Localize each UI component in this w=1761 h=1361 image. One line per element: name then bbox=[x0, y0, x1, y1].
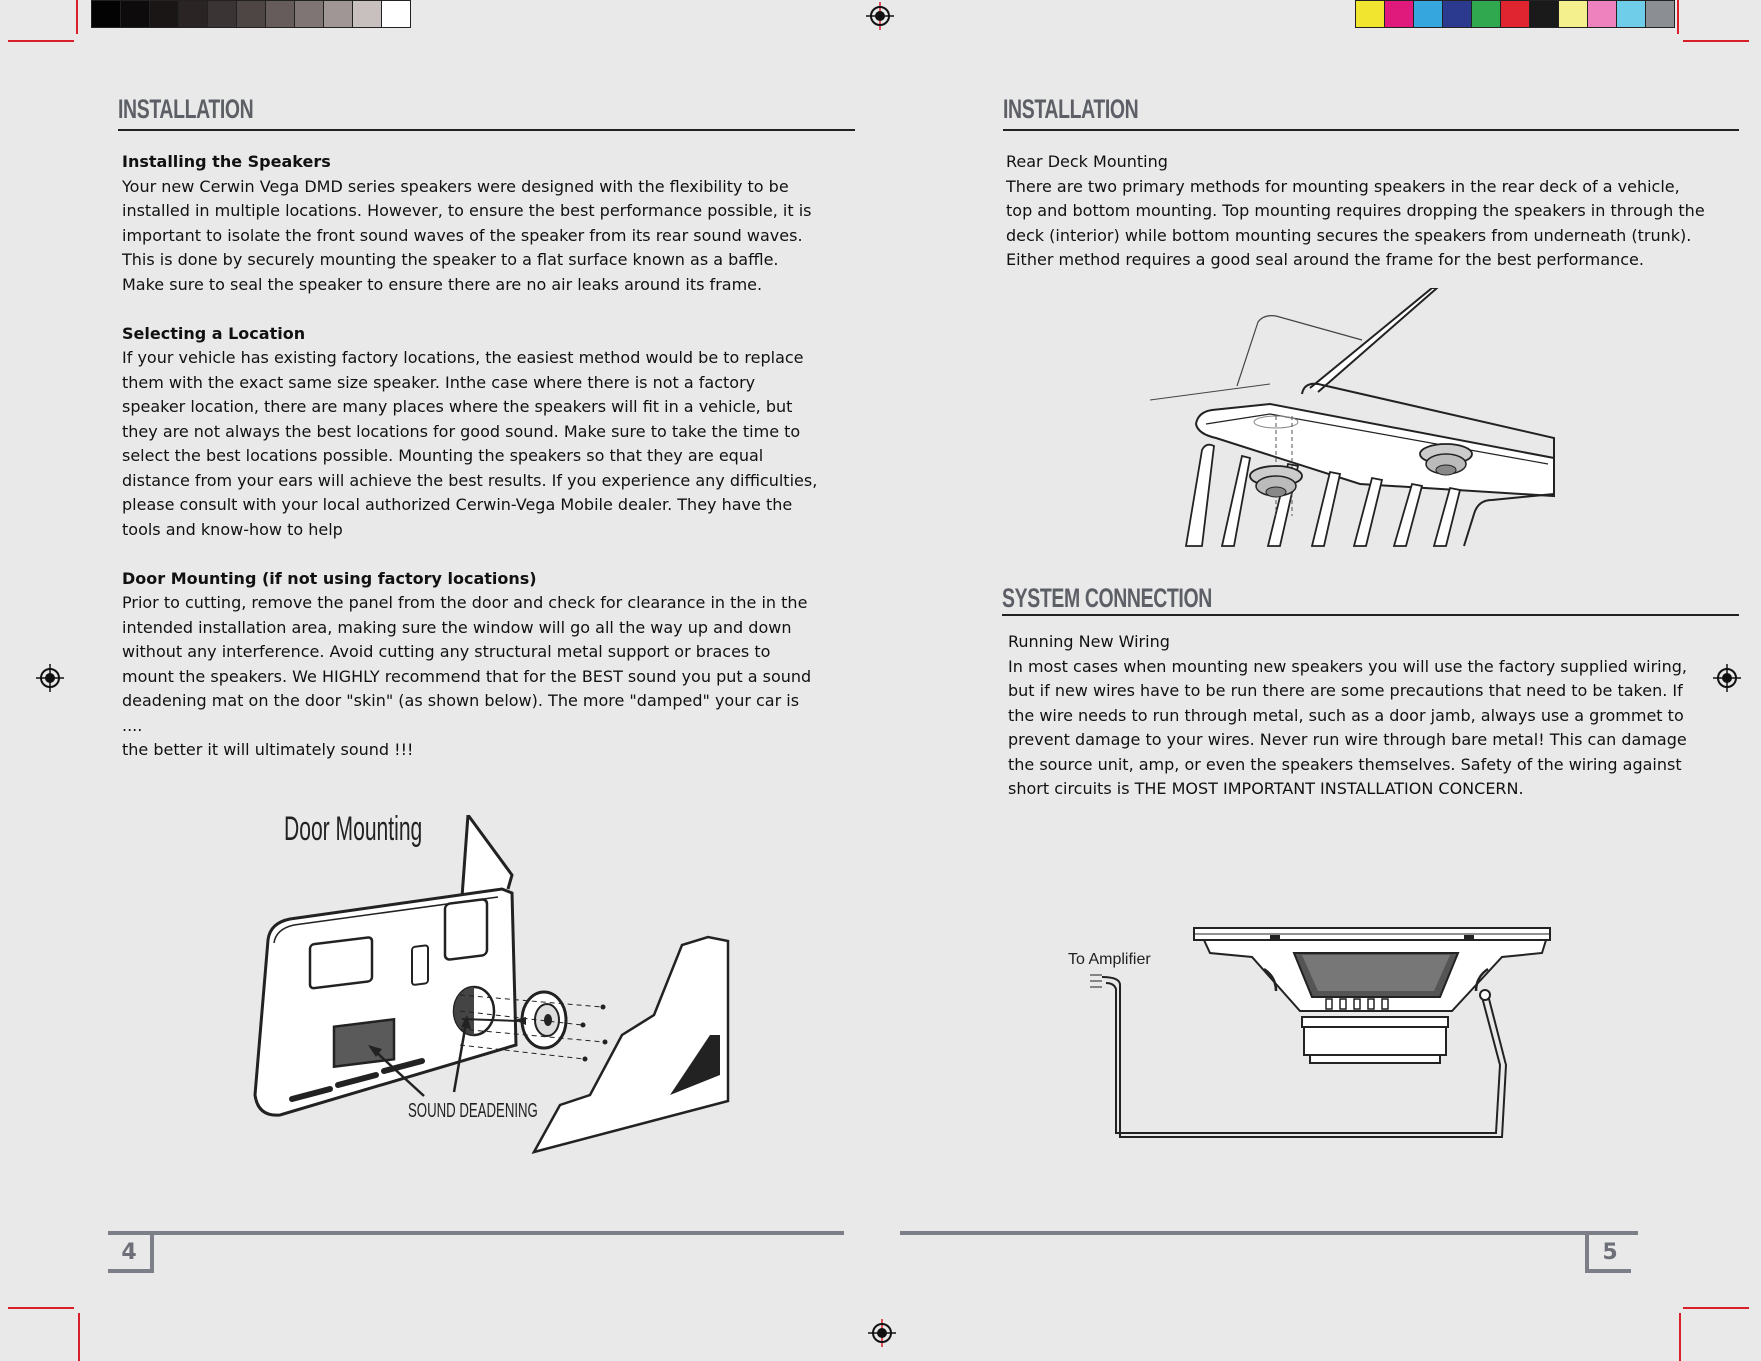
right-page-heading: INSTALLATION bbox=[1003, 94, 1139, 124]
color-swatch bbox=[179, 1, 208, 27]
crop-mark bbox=[1677, 0, 1679, 34]
crop-mark bbox=[76, 0, 78, 34]
rear-deck-text bbox=[1006, 150, 1726, 273]
section-title: Door Mounting (if not using factory locations) bbox=[122, 568, 537, 588]
color-swatch bbox=[1356, 1, 1385, 27]
grayscale-color-bar bbox=[91, 0, 411, 28]
page-number-left: 4 bbox=[108, 1235, 154, 1273]
registration-mark-icon bbox=[868, 1319, 896, 1347]
right-heading-rule bbox=[1003, 129, 1739, 131]
color-swatch bbox=[1443, 1, 1472, 27]
text-line: them with the exact same size speaker. Inthe case where there is not a factory bbox=[122, 372, 756, 392]
crop-mark bbox=[1683, 40, 1749, 42]
text-line: important to isolate the front sound waves of the speaker from its rear sound waves. bbox=[122, 225, 803, 245]
color-swatch bbox=[1559, 1, 1588, 27]
text-line: Either method requires a good seal around the frame for the best performance. bbox=[1006, 250, 1644, 269]
text-line: tools and know-how to help bbox=[122, 519, 343, 539]
crop-mark bbox=[8, 40, 74, 42]
text-line: There are two primary methods for mounting speakers in the rear deck of a vehicle, bbox=[1006, 176, 1680, 196]
sound-deadening-callout: SOUND DEADENING bbox=[408, 1100, 538, 1122]
color-swatch bbox=[208, 1, 237, 27]
color-swatch bbox=[1588, 1, 1617, 27]
text-line: This is done by securely mounting the speaker to a flat surface known as a baffle. bbox=[122, 250, 779, 269]
text-line: the better it will ultimately sound !!! bbox=[122, 740, 414, 759]
system-connection-heading: SYSTEM CONNECTION bbox=[1002, 583, 1212, 613]
wiring-title: Running New Wiring bbox=[1008, 632, 1170, 651]
text-line: top and bottom mounting. Top mounting requires dropping the speakers in through the bbox=[1006, 201, 1705, 220]
system-connection-rule bbox=[1002, 614, 1739, 616]
text-line: deadening mat on the door "skin" (as shown below). The more "damped" your car is .... bbox=[122, 691, 800, 735]
color-swatch bbox=[295, 1, 324, 27]
left-heading-rule bbox=[118, 129, 855, 131]
text-line: installed in multiple locations. However, to ensure the best performance possible, it is bbox=[122, 201, 812, 220]
left-footer-rule bbox=[108, 1231, 844, 1235]
text-line: please consult with your local authorized Cerwin-Vega Mobile dealer. They have the bbox=[122, 495, 793, 514]
color-swatch bbox=[353, 1, 382, 27]
crop-mark bbox=[8, 1307, 74, 1309]
color-swatch bbox=[150, 1, 179, 27]
text-line: distance from your ears will achieve the best results. If you experience any difficulties, bbox=[122, 470, 818, 490]
color-swatch bbox=[266, 1, 295, 27]
text-line: Prior to cutting, remove the panel from the door and check for clearance in the in the bbox=[122, 593, 808, 612]
text-line: speaker location, there are many places where the speakers will fit in a vehicle, but bbox=[122, 397, 793, 416]
text-line: In most cases when mounting new speakers you will use the factory supplied wiring, bbox=[1008, 656, 1687, 676]
text-line: Your new Cerwin Vega DMD series speakers were designed with the flexibility to be bbox=[122, 176, 789, 196]
crop-mark bbox=[1683, 1307, 1749, 1309]
text-line: If your vehicle has existing factory locations, the easiest method would be to replace bbox=[122, 348, 804, 367]
text-line: they are not always the best locations for good sound. Make sure to take the time to bbox=[122, 421, 801, 441]
left-page-heading: INSTALLATION bbox=[118, 94, 254, 124]
registration-mark-icon bbox=[36, 664, 64, 692]
color-swatch bbox=[324, 1, 353, 27]
text-line: select the best locations possible. Mounting the speakers so that they are equal bbox=[122, 446, 764, 465]
color-swatch bbox=[1472, 1, 1501, 27]
color-swatch bbox=[237, 1, 266, 27]
text-line: the source unit, amp, or even the speakers themselves. Safety of the wiring against bbox=[1008, 754, 1682, 774]
color-swatch bbox=[1385, 1, 1414, 27]
color-swatch bbox=[1646, 1, 1674, 27]
text-line: deck (interior) while bottom mounting secures the speakers from underneath (trunk). bbox=[1006, 225, 1692, 245]
wiring-text bbox=[1008, 630, 1728, 802]
section-selecting-location bbox=[122, 322, 822, 543]
color-swatch bbox=[1414, 1, 1443, 27]
text-line: Make sure to seal the speaker to ensure there are no air leaks around its frame. bbox=[122, 274, 763, 294]
color-swatch bbox=[382, 1, 410, 27]
color-swatch bbox=[1617, 1, 1646, 27]
left-page-text bbox=[122, 150, 822, 787]
crop-mark bbox=[78, 1313, 80, 1361]
color-swatch bbox=[121, 1, 150, 27]
text-line: intended installation area, making sure the window will go all the way up and down bbox=[122, 617, 792, 637]
section-door-mounting bbox=[122, 567, 822, 763]
process-color-bar bbox=[1355, 0, 1675, 28]
color-swatch bbox=[1530, 1, 1559, 27]
speaker-wiring-diagram-icon bbox=[1090, 925, 1560, 1140]
text-line: short circuits is THE MOST IMPORTANT INSTALLATION CONCERN. bbox=[1008, 779, 1524, 798]
rear-deck-title: Rear Deck Mounting bbox=[1006, 152, 1168, 171]
door-mounting-figure-title: Door Mounting bbox=[284, 810, 423, 848]
text-line: prevent damage to your wires. Never run wire through bare metal! This can damage bbox=[1008, 730, 1687, 749]
color-swatch bbox=[1501, 1, 1530, 27]
rear-deck-diagram-icon bbox=[1150, 288, 1555, 548]
section-title: Installing the Speakers bbox=[122, 152, 331, 171]
registration-mark-icon bbox=[866, 2, 894, 30]
to-amplifier-label: To Amplifier bbox=[1068, 951, 1151, 968]
text-line: the wire needs to run through metal, such as a door jamb, always use a grommet to bbox=[1008, 705, 1684, 725]
section-installing-speakers bbox=[122, 150, 822, 297]
right-footer-rule bbox=[900, 1231, 1638, 1235]
page-number-right: 5 bbox=[1585, 1235, 1631, 1273]
text-line: but if new wires have to be run there are some precautions that need to be taken. If bbox=[1008, 681, 1683, 700]
text-line: mount the speakers. We HIGHLY recommend that for the BEST sound you put a sound bbox=[122, 666, 812, 686]
text-line: without any interference. Avoid cutting any structural metal support or braces to bbox=[122, 642, 771, 661]
section-title: Selecting a Location bbox=[122, 323, 306, 343]
crop-mark bbox=[1679, 1313, 1681, 1361]
color-swatch bbox=[92, 1, 121, 27]
